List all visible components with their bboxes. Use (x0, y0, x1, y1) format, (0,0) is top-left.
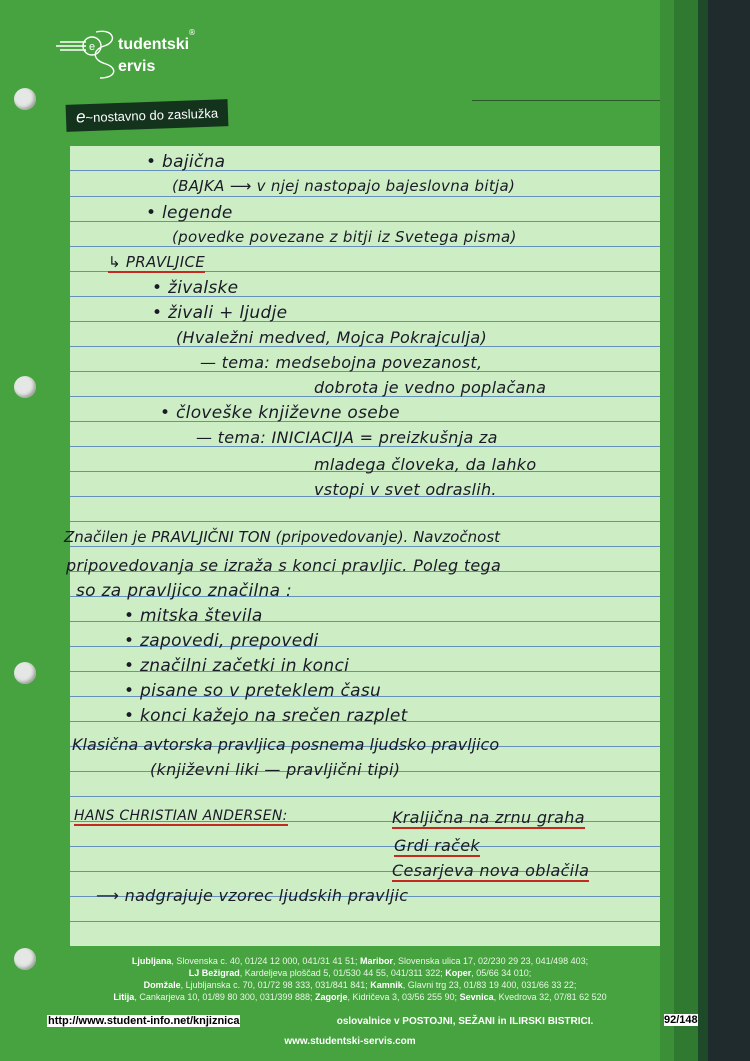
ruled-line (70, 246, 660, 247)
header-rule (472, 100, 660, 101)
binder-hole (14, 662, 36, 684)
note-line: • značilni začetki in konci (124, 656, 350, 676)
ruled-line (70, 846, 660, 847)
svg-text:e: e (89, 41, 96, 53)
binder-hole (14, 948, 36, 970)
address-text: , Slovenska ulica 17, 02/230 29 23, 041/498 403; (393, 956, 589, 966)
note-line: Značilen je PRAVLJIČNI TON (pripovedovanje). Navzočnost (64, 528, 501, 546)
page-number: 92/148 (664, 1014, 698, 1026)
note-line: mladega človeka, da lahko (314, 455, 537, 474)
note-line: vstopi v svet odraslih. (314, 480, 497, 499)
note-title: Grdi raček (394, 836, 480, 855)
note-line: • legende (146, 203, 233, 223)
binder-hole (14, 376, 36, 398)
ruled-line (70, 796, 660, 797)
address-text: , Kidričeva 3, 03/56 255 90; (347, 992, 460, 1002)
address-text: , Slovenska c. 40, 01/24 12 000, 041/31 41 51; (171, 956, 360, 966)
branch-text: oslovalnice v POSTOJNI, SEŽANI in ILIRSKI BISTRICI. (336, 1016, 594, 1027)
city-name: Zagorje (314, 992, 348, 1002)
note-heading: ↳ PRAVLJICE (108, 253, 206, 271)
note-line: (povedke povezane z bitji iz Svetega pisma) (172, 228, 517, 246)
note-line: • bajična (146, 152, 226, 172)
address-line (40, 967, 680, 979)
binder-hole (14, 88, 36, 110)
address-text: , Kardeljeva ploščad 5, 01/530 44 55, 041/311 322; (239, 968, 446, 978)
city-name: LJ Bežigrad (188, 968, 240, 978)
ruled-line (70, 196, 660, 197)
city-name: Kamnik (370, 980, 403, 990)
note-heading: HANS CHRISTIAN ANDERSEN: (74, 808, 288, 824)
tagline-e: e (75, 107, 86, 127)
note-title: Cesarjeva nova oblačila (392, 861, 590, 880)
city-name: Sevnica (459, 992, 494, 1002)
address-text: , Cankarjeva 10, 01/89 80 300, 031/399 888; (134, 992, 315, 1002)
tagline-text: ~nostavno do zaslužka (85, 105, 219, 126)
page-spine (674, 0, 698, 1061)
note-line: (BAJKA ⟶ v njej nastopajo bajeslovna bitja) (172, 177, 516, 195)
website-link[interactable]: www.studentski-servis.com (284, 1036, 416, 1047)
page-spine (708, 0, 750, 1061)
page-spine (698, 0, 708, 1061)
office-addresses (40, 955, 680, 1003)
note-line: • pisane so v preteklem času (124, 681, 382, 701)
note-line: • živalske (152, 278, 239, 298)
city-name: Maribor (359, 956, 393, 966)
note-title: Kraljična na zrnu graha (392, 808, 585, 827)
note-line: Klasična avtorska pravljica posnema ljudsko pravljico (72, 735, 500, 754)
note-line: (književni liki — pravljični tipi) (150, 760, 401, 779)
source-url-link[interactable]: http://www.student-info.net/knjiznica (48, 1015, 240, 1027)
note-line: • mitska števila (124, 606, 263, 626)
note-line: ⟶ nadgrajuje vzorec ljudskih pravljic (96, 886, 409, 905)
brand-name (118, 34, 189, 78)
address-text: , Glavni trg 23, 01/83 19 400, 031/66 33 22; (402, 980, 577, 990)
address-text: , Kvedrova 32, 07/81 62 520 (493, 992, 607, 1002)
page-spine (660, 0, 674, 1061)
address-line (40, 991, 680, 1003)
note-line: • zapovedi, prepovedi (124, 631, 319, 651)
note-line: so za pravljico značilna : (76, 581, 293, 601)
note-line: pripovedovanja se izraža s konci pravljic. Poleg tega (66, 556, 502, 575)
city-name: Domžale (143, 980, 181, 990)
ruled-line (70, 521, 660, 522)
brand-line-2: ervis (118, 58, 156, 75)
tagline (66, 99, 229, 132)
note-line: • človeške književne osebe (160, 403, 400, 423)
ruled-line (70, 546, 660, 547)
ruled-line (70, 921, 660, 922)
address-text: , 05/66 34 010; (471, 968, 532, 978)
address-text: , Ljubljanska c. 70, 01/72 98 333, 031/841 841; (180, 980, 371, 990)
city-name: Koper (445, 968, 472, 978)
note-line: • konci kažejo na srečen razplet (124, 706, 408, 726)
city-name: Ljubljana (131, 956, 172, 966)
city-name: Litija (113, 992, 135, 1002)
note-line: — tema: medsebojna povezanost, (200, 353, 483, 372)
note-line: dobrota je vedno poplačana (314, 378, 547, 397)
address-line (40, 955, 680, 967)
note-line: (Hvaležni medved, Mojca Pokrajculja) (176, 328, 488, 347)
note-line: — tema: INICIACIJA = preizkušnja za (196, 428, 498, 447)
registered-mark: ® (188, 28, 196, 37)
note-line: • živali + ljudje (152, 303, 288, 323)
address-line (40, 979, 680, 991)
brand-line-1: tudentski (118, 36, 190, 53)
